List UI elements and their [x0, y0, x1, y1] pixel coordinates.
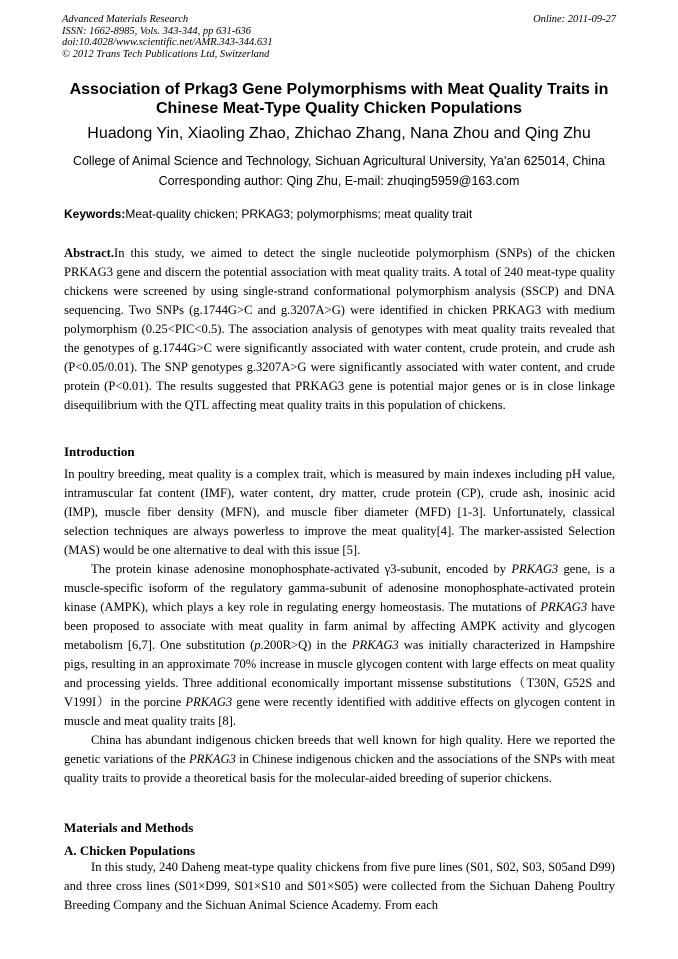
introduction-body: [64, 465, 615, 788]
affiliation: College of Animal Science and Technology, Sichuan Agricultural University, Ya'an 625014, China: [72, 154, 606, 168]
intro-p2-text: have been proposed to associate with meat quality in farm animal by affecting AMPK activity and glycogen metabolism [6,7]. One substitution (: [64, 600, 616, 652]
gene-name: PRKAG3: [188, 752, 236, 766]
methods-paragraph-1: In this study, 240 Daheng meat-type quality chickens from five pure lines (S01, S02, S03, S05and D99) and three cross lines (S01×D99, S01×S10 and S01×S05) were collected from the Sichuan Daheng Poultry Breeding Company and the Sichuan Animal Science Academy. From each: [64, 860, 615, 912]
intro-p3-text: China has abundant indigenous chicken breeds that well known for high quality. Here we reported the genetic variations of the: [64, 733, 615, 766]
chicken-populations-subheading: A. Chicken Populations: [64, 843, 196, 858]
intro-p2-text: 200R>Q) in the: [263, 638, 352, 652]
gene-name: PRKAG3: [540, 600, 588, 614]
methods-body: [64, 858, 615, 915]
keywords-label: Keywords:: [64, 207, 126, 221]
intro-paragraph-3: [64, 731, 615, 788]
introduction-heading: Introduction: [64, 444, 135, 459]
abstract-text: In this study, we aimed to detect the single nucleotide polymorphism (SNPs) of the chicken PRKAG3 gene and discern the potential association with meat quality traits. A total of 240 meat-type quality chickens were screened by using single-strand conformational polymorphism analysis (SSCP) and DNA sequencing. Two SNPs (g.1744G>C and g.3207A>G) were identified in chicken PRKAG3 with medium polymorphism (0.25<PIC<0.5). The association analysis of genotypes with meat quality traits revealed that the genotypes of g.1744G>C were significantly associated with water content, crude protein, and crude ash (P<0.05/0.01). The SNP genotypes g.3207A>G were significantly associated with water content, and crude protein (P<0.01). The results suggested that PRKAG3 gene is potential major genes or is in close linkage disequilibrium with the QTL affecting meat quality traits in this population of chickens.: [64, 246, 615, 412]
corresponding-author: Corresponding author: Qing Zhu, E-mail: zhuqing5959@163.com: [158, 174, 520, 188]
journal-header: [62, 14, 616, 60]
methods-heading: Materials and Methods: [64, 820, 194, 835]
abstract-label: Abstract.: [64, 246, 115, 260]
journal-name: Advanced Materials Research: [62, 14, 189, 25]
intro-paragraph-1: In poultry breeding, meat quality is a complex trait, which is measured by main indexes including pH value, intramuscular fat content (IMF), water content, dry matter, crude protein (CP), crude ash, inosinic acid (IMP), muscle fiber density (MFN), and muscle fiber diameter (MFD) [1-3]. Unfortunately, classical selection techniques are always powerless to improve the meat quality[4]. The marker-assisted Selection (MAS) would be one alternative to deal with this issue [5].: [64, 467, 615, 557]
keywords: [64, 207, 616, 222]
intro-p2-text: The protein kinase adenosine monophosphate-activated γ3-subunit, encoded by: [91, 562, 512, 576]
gene-name: PRKAG3: [511, 562, 559, 576]
paper-title: Association of Prkag3 Gene Polymorphisms with Meat Quality Traits in Chinese Meat-Type Quality Chicken Populations: [69, 81, 609, 117]
intro-p2-text: was initially characterized in Hampshire pigs, resulting in an approximate 70% increase in muscle glycogen content with large effects on meat quality and processing yields. Three additional economically important missense substitutions（T30N, G52S and V199I）in the porcine: [64, 638, 616, 709]
gene-name: PRKAG3: [185, 695, 233, 709]
substitution-prefix: p.: [254, 638, 264, 652]
intro-paragraph-2: [64, 560, 615, 731]
issn: ISSN: 1662-8985, Vols. 343-344, pp 631-636: [62, 25, 251, 37]
intro-p2-text: gene, is a muscle-specific isoform of the regulatory gamma-subunit of adenosine monophosphate-activated protein kinase (AMPK), which plays a key role in regulating energy homeostasis. The mutations of: [64, 562, 616, 614]
affiliation-block: [40, 151, 638, 191]
online-date: Online: 2011-09-27: [533, 14, 616, 25]
copyright: © 2012 Trans Tech Publications Ltd, Switzerland: [62, 48, 270, 60]
intro-p2-text: gene were recently identified with additive effects on glycogen content in muscle and meat quality traits [8].: [64, 695, 615, 728]
keywords-text: Meat-quality chicken; PRKAG3; polymorphisms; meat quality trait: [125, 207, 473, 221]
intro-p3-text: in Chinese indigenous chicken and the associations of the SNPs with meat quality traits to provide a theoretical basis for the molecular-aided breeding of superior chickens.: [64, 752, 615, 785]
abstract: [64, 244, 615, 415]
gene-name: PRKAG3: [351, 638, 399, 652]
doi: doi:10.4028/www.scientific.net/AMR.343-344.631: [62, 37, 273, 48]
author-list: Huadong Yin, Xiaoling Zhao, Zhichao Zhang, Nana Zhou and Qing Zhu: [87, 125, 591, 142]
